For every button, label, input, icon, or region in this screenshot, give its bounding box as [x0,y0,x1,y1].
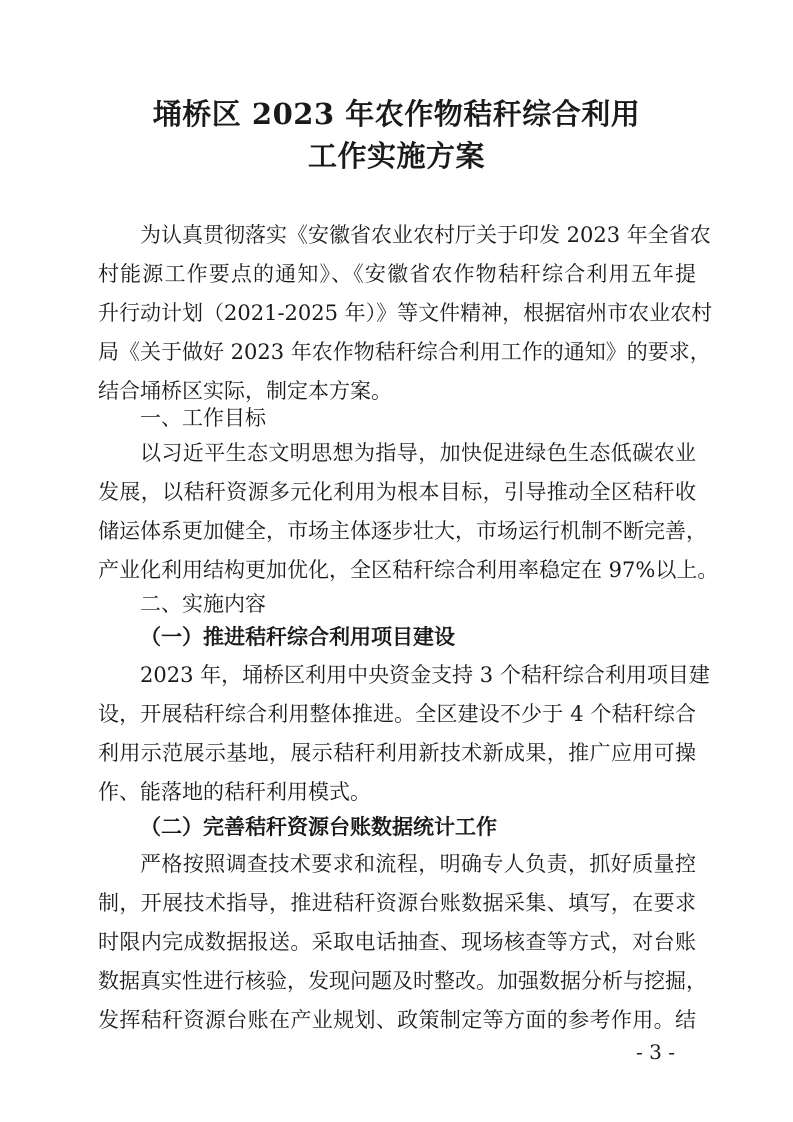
sub1-line: 2023 年，埇桥区利用中央资金支持 3 个秸秆综合利用项目建 [140,663,710,687]
subsection-heading-projects: （一）推进秸秆综合利用项目建设 [140,624,455,649]
section1-line: 储运体系更加健全，市场主体逐步壮大，市场运行机制不断完善， [98,519,707,543]
document-title-line1: 埇桥区 2023 年农作物秸秆综合利用 [152,97,641,131]
document-title-line2: 工作实施方案 [307,139,485,173]
section-heading-goals: 一、工作目标 [140,406,266,430]
page-number: - 3 - [636,1040,675,1064]
sub1-line: 作、能落地的秸秆利用模式。 [98,780,371,804]
section-heading-content: 二、实施内容 [140,592,266,616]
section1-line: 发展，以秸秆资源多元化利用为根本目标，引导推动全区秸秆收 [98,480,696,504]
sub2-line: 时限内完成数据报送。采取电话抽查、现场核查等方式，对台账 [98,930,696,954]
sub2-line: 制，开展技术指导，推进秸秆资源台账数据采集、填写，在要求 [98,891,696,915]
subsection-heading-ledger: （二）完善秸秆资源台账数据统计工作 [140,814,497,839]
intro-line: 结合埇桥区实际，制定本方案。 [98,379,392,403]
sub2-line: 发挥秸秆资源台账在产业规划、政策制定等方面的参考作用。结 [98,1008,696,1032]
sub2-line: 严格按照调查技术要求和流程，明确专人负责，抓好质量控 [140,852,696,876]
intro-line: 局《关于做好 2023 年农作物秸秆综合利用工作的通知》的要求， [98,340,711,364]
sub2-line: 数据真实性进行核验，发现问题及时整改。加强数据分析与挖掘， [98,969,707,993]
sub1-line: 利用示范展示基地，展示秸秆利用新技术新成果，推广应用可操 [98,741,696,765]
section1-line: 以习近平生态文明思想为指导，加快促进绿色生态低碳农业 [140,441,696,465]
intro-line: 升行动计划（2021-2025 年）》等文件精神，根据宿州市农业农村 [98,301,713,325]
intro-line: 村能源工作要点的通知》、《安徽省农作物秸秆综合利用五年提 [98,262,696,286]
sub1-line: 设，开展秸秆综合利用整体推进。全区建设不少于 4 个秸秆综合 [98,702,696,726]
intro-line: 为认真贯彻落实《安徽省农业农村厅关于印发 2023 年全省农 [140,223,711,247]
section1-line: 产业化利用结构更加优化，全区秸秆综合利用率稳定在 97%以上。 [98,558,719,582]
